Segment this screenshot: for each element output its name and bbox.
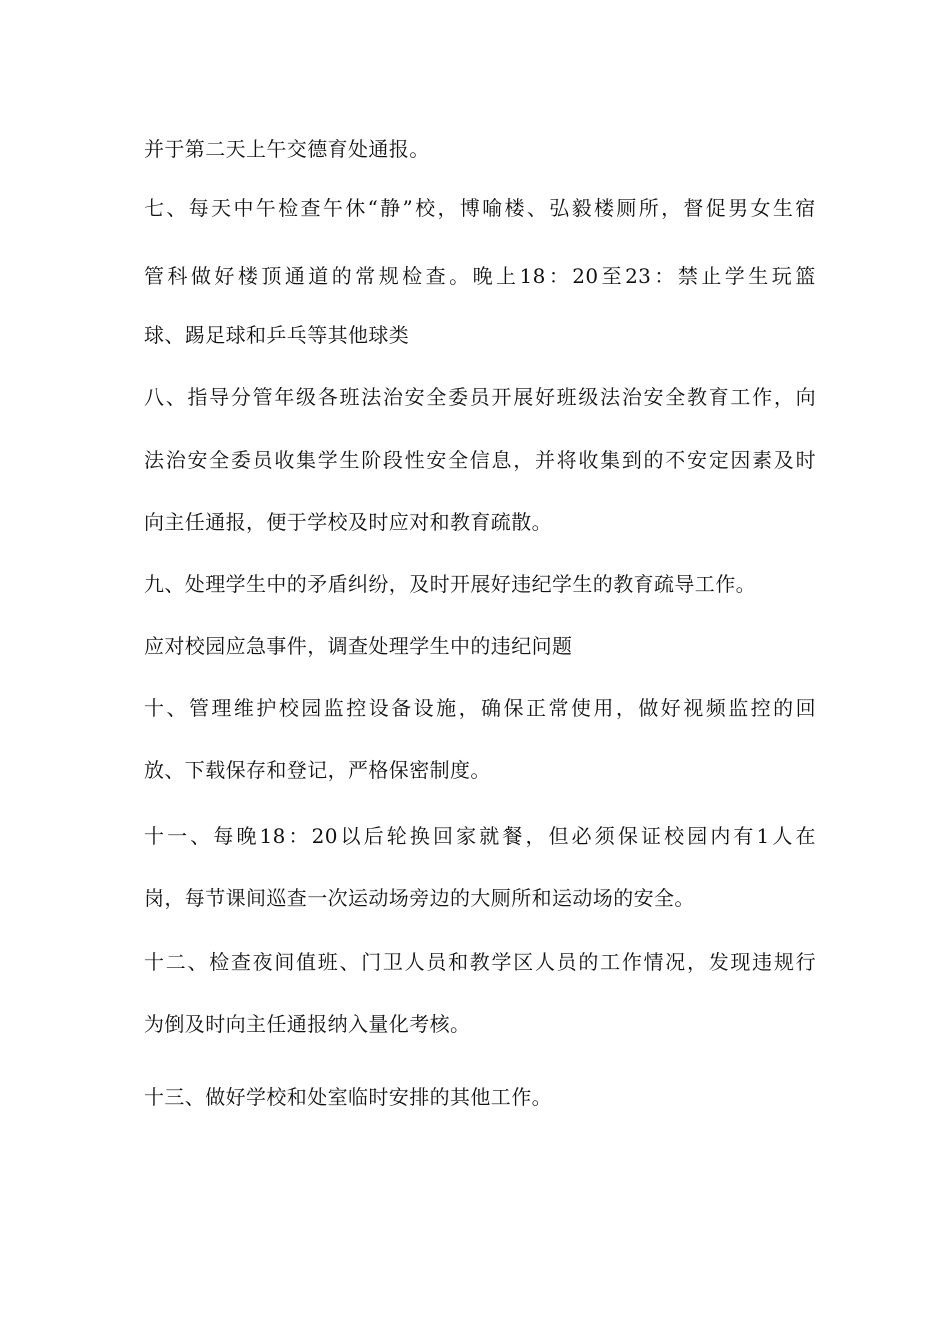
text-line: 应对校园应急事件，调查处理学生中的违纪问题 <box>144 634 573 658</box>
text-glyph: 上 <box>496 264 517 288</box>
text-line <box>144 384 816 410</box>
text-glyph: 性 <box>404 448 426 472</box>
text-glyph: 必 <box>571 824 593 848</box>
text-glyph: 玩 <box>771 264 793 288</box>
text-glyph: 门 <box>361 950 382 974</box>
text-glyph: 校 <box>278 696 300 720</box>
text-glyph: 回 <box>795 696 816 720</box>
text-glyph: 工 <box>600 950 621 974</box>
text-glyph: 法 <box>600 385 621 409</box>
text-glyph: 保 <box>617 824 639 848</box>
text-glyph: 一 <box>167 824 188 848</box>
text-glyph: ” <box>402 196 414 220</box>
text-glyph: ， <box>437 196 458 220</box>
text-line: 十三、做好学校和处室临时安排的其他工作。 <box>144 1085 552 1109</box>
text-glyph: 况 <box>665 950 686 974</box>
text-glyph: ， <box>458 696 479 720</box>
text-glyph: ： <box>654 264 675 288</box>
text-glyph: 班 <box>339 385 360 409</box>
text-glyph: 情 <box>643 950 664 974</box>
text-glyph: 育 <box>708 385 730 409</box>
text-glyph: 楼 <box>504 196 525 220</box>
text-glyph: 园 <box>687 824 708 848</box>
text-glyph: 全 <box>209 448 230 472</box>
text-line <box>144 263 816 289</box>
text-glyph: 教 <box>686 385 708 409</box>
text-glyph: 治 <box>621 385 643 409</box>
text-glyph: 管 <box>252 385 273 409</box>
text-glyph: 学 <box>724 264 746 288</box>
text-glyph: 指 <box>187 385 208 409</box>
text-glyph: 视 <box>683 696 704 720</box>
text-glyph: 午 <box>322 196 344 220</box>
text-glyph: 须 <box>594 824 616 848</box>
text-glyph: ， <box>525 824 546 848</box>
text-glyph: 工 <box>730 385 751 409</box>
text-glyph: 间 <box>274 950 295 974</box>
text-glyph: 值 <box>296 950 317 974</box>
text-glyph: 安 <box>187 448 208 472</box>
text-glyph: 展 <box>513 385 534 409</box>
text-glyph: 导 <box>209 385 230 409</box>
text-glyph: 18 <box>259 824 286 848</box>
text-glyph: 止 <box>701 264 722 288</box>
text-glyph: 天 <box>211 196 232 220</box>
text-glyph: ： <box>288 824 309 848</box>
text-line: 岗，每节课间巡查一次运动场旁边的大厕所和运动场的安全。 <box>144 886 695 910</box>
text-glyph: 学 <box>491 950 512 974</box>
text-glyph: 通 <box>284 264 306 288</box>
text-glyph: 做 <box>190 264 212 288</box>
text-glyph: 并 <box>534 448 556 472</box>
text-glyph: 信 <box>469 448 491 472</box>
text-glyph: 后 <box>363 824 385 848</box>
text-glyph: 规 <box>378 264 400 288</box>
text-glyph: 弘 <box>549 196 570 220</box>
text-glyph: 安 <box>404 385 426 409</box>
text-glyph: 禁 <box>677 264 699 288</box>
text-glyph: 20 <box>572 264 599 288</box>
text-glyph: 管 <box>188 696 210 720</box>
text-glyph: 七 <box>144 196 165 220</box>
text-glyph: 全 <box>448 448 469 472</box>
text-glyph: ， <box>686 950 708 974</box>
text-glyph: 顶 <box>261 264 282 288</box>
text-line: 为倒及时向主任通报纳入量化考核。 <box>144 1012 471 1036</box>
text-glyph: 集 <box>600 448 621 472</box>
text-glyph: 23 <box>625 264 652 288</box>
text-line: 并于第二天上午交德育处通报。 <box>144 137 430 161</box>
text-glyph: 午 <box>255 196 277 220</box>
text-glyph: 作 <box>621 950 643 974</box>
text-glyph: 检 <box>209 950 230 974</box>
text-glyph: ， <box>615 696 637 720</box>
text-glyph: 做 <box>638 696 659 720</box>
text-glyph: 喻 <box>482 196 503 220</box>
text-glyph: “ <box>367 196 379 220</box>
text-glyph: 的 <box>578 950 599 974</box>
text-glyph: 男 <box>728 196 749 220</box>
text-glyph: 人 <box>534 950 556 974</box>
text-glyph: 安 <box>426 448 447 472</box>
text-line <box>144 823 816 849</box>
text-glyph: 。 <box>449 264 470 288</box>
text-glyph: 中 <box>233 196 254 220</box>
text-glyph: 女 <box>750 196 771 220</box>
text-glyph: 规 <box>773 950 795 974</box>
text-glyph: 常 <box>548 696 569 720</box>
text-glyph: 就 <box>479 824 500 848</box>
text-glyph: 促 <box>705 196 727 220</box>
text-line <box>144 447 816 473</box>
text-glyph: 确 <box>481 696 502 720</box>
text-glyph: 区 <box>513 950 534 974</box>
text-glyph: 回 <box>433 824 454 848</box>
text-glyph: 督 <box>683 196 704 220</box>
text-glyph: 全 <box>426 385 447 409</box>
text-glyph: ， <box>513 448 534 472</box>
text-glyph: 向 <box>795 385 816 409</box>
text-glyph: 20 <box>311 824 338 848</box>
text-glyph: 和 <box>448 950 469 974</box>
text-glyph: 宿 <box>795 196 816 220</box>
text-glyph: 保 <box>503 696 524 720</box>
text-glyph: 餐 <box>502 824 523 848</box>
text-glyph: 频 <box>705 696 727 720</box>
text-glyph: 校 <box>664 824 685 848</box>
text-glyph: 法 <box>144 448 165 472</box>
text-glyph: 员 <box>426 950 447 974</box>
text-glyph: 的 <box>643 448 664 472</box>
text-glyph: 楼 <box>593 196 615 220</box>
text-glyph: 安 <box>686 448 708 472</box>
text-line: 球、踢足球和乒乓等其他球类 <box>144 323 410 347</box>
text-glyph: 委 <box>230 448 252 472</box>
text-glyph: 理 <box>211 696 232 720</box>
text-glyph: 内 <box>710 824 731 848</box>
text-glyph: 、 <box>190 824 211 848</box>
text-glyph: 开 <box>491 385 512 409</box>
text-glyph: 生 <box>772 196 794 220</box>
text-glyph: 委 <box>448 385 469 409</box>
text-glyph: 人 <box>772 824 793 848</box>
text-glyph: 安 <box>643 385 664 409</box>
text-glyph: 到 <box>621 448 643 472</box>
text-glyph: 道 <box>308 264 329 288</box>
text-glyph: 晚 <box>236 824 257 848</box>
text-glyph: 、 <box>166 696 187 720</box>
text-glyph: ， <box>773 385 795 409</box>
text-glyph: ： <box>548 264 570 288</box>
text-glyph: 员 <box>252 448 273 472</box>
text-glyph: 维 <box>233 696 255 720</box>
text-glyph: 素 <box>752 448 773 472</box>
text-glyph: 人 <box>404 950 426 974</box>
text-glyph: 及 <box>773 448 795 472</box>
text-glyph: 监 <box>728 696 749 720</box>
text-glyph: 管 <box>144 264 165 288</box>
text-glyph: 用 <box>593 696 614 720</box>
text-line <box>144 195 816 221</box>
text-glyph: 备 <box>391 696 412 720</box>
text-glyph: 篮 <box>795 264 816 288</box>
text-glyph: 有 <box>733 824 754 848</box>
text-glyph: 施 <box>436 696 457 720</box>
text-glyph: 在 <box>795 824 816 848</box>
text-glyph: 家 <box>456 824 477 848</box>
text-glyph: 收 <box>274 448 295 472</box>
text-line: 向主任通报，便于学校及时应对和教育疏散。 <box>144 510 552 534</box>
text-glyph: 段 <box>382 448 404 472</box>
text-glyph: 二 <box>165 950 187 974</box>
text-line <box>144 695 816 721</box>
text-glyph: 校 <box>415 196 436 220</box>
text-glyph: 设 <box>413 696 435 720</box>
text-glyph: 学 <box>317 448 339 472</box>
text-glyph: 检 <box>278 196 299 220</box>
text-glyph: 夜 <box>252 950 273 974</box>
text-glyph: 、 <box>187 950 208 974</box>
text-glyph: 使 <box>570 696 592 720</box>
text-glyph: 十 <box>144 824 165 848</box>
text-glyph: 班 <box>317 950 339 974</box>
text-glyph: 因 <box>730 448 751 472</box>
text-glyph: ， <box>661 196 682 220</box>
text-glyph: 科 <box>167 264 188 288</box>
text-glyph: 级 <box>578 385 599 409</box>
text-line <box>144 949 816 975</box>
text-glyph: 所 <box>638 196 660 220</box>
text-glyph: 查 <box>425 264 447 288</box>
text-glyph: 、 <box>166 196 187 220</box>
text-glyph: 集 <box>296 448 317 472</box>
text-glyph: 生 <box>748 264 769 288</box>
text-glyph: 违 <box>752 950 773 974</box>
text-glyph: 班 <box>556 385 578 409</box>
text-glyph: 十 <box>144 950 165 974</box>
text-glyph: 18 <box>519 264 546 288</box>
text-line: 放、下载保存和登记，严格保密制度。 <box>144 758 491 782</box>
text-glyph: 将 <box>556 448 578 472</box>
text-glyph: 、 <box>526 196 548 220</box>
text-glyph: 全 <box>665 385 686 409</box>
text-glyph: 查 <box>230 950 252 974</box>
text-glyph: 好 <box>534 385 556 409</box>
text-glyph: 但 <box>548 824 569 848</box>
text-glyph: 发 <box>708 950 730 974</box>
text-glyph: 毅 <box>571 196 593 220</box>
text-glyph: 监 <box>323 696 345 720</box>
text-glyph: 行 <box>795 950 816 974</box>
text-glyph: 各 <box>317 385 339 409</box>
text-glyph: 收 <box>578 448 599 472</box>
text-glyph: 阶 <box>361 448 382 472</box>
text-glyph: 控 <box>750 696 772 720</box>
text-glyph: 治 <box>165 448 187 472</box>
text-glyph: 现 <box>730 950 751 974</box>
text-glyph: 的 <box>331 264 353 288</box>
text-glyph: 以 <box>340 824 361 848</box>
text-glyph: 卫 <box>382 950 404 974</box>
text-glyph: 常 <box>355 264 376 288</box>
text-glyph: 、 <box>165 385 187 409</box>
text-glyph: 每 <box>213 824 234 848</box>
text-glyph: 员 <box>556 950 578 974</box>
text-glyph: 轮 <box>386 824 408 848</box>
text-glyph: 好 <box>214 264 235 288</box>
text-glyph: 查 <box>300 196 321 220</box>
text-glyph: 好 <box>660 696 682 720</box>
text-glyph: 正 <box>525 696 547 720</box>
text-glyph: 静 <box>380 196 401 220</box>
text-glyph: 员 <box>469 385 491 409</box>
text-glyph: 定 <box>708 448 730 472</box>
text-line: 九、处理学生中的矛盾纠纷，及时开展好违纪学生的教育疏导工作。 <box>144 572 756 596</box>
text-glyph: 控 <box>346 696 367 720</box>
text-glyph: 作 <box>752 385 773 409</box>
text-glyph: 不 <box>665 448 686 472</box>
text-glyph: 博 <box>459 196 481 220</box>
text-glyph: 晚 <box>472 264 493 288</box>
text-glyph: 护 <box>256 696 277 720</box>
text-glyph: 的 <box>773 696 794 720</box>
text-glyph: 生 <box>339 448 360 472</box>
text-glyph: 楼 <box>237 264 259 288</box>
text-glyph: 检 <box>402 264 423 288</box>
text-glyph: 园 <box>301 696 322 720</box>
text-glyph: 、 <box>339 950 360 974</box>
text-glyph: 时 <box>795 448 816 472</box>
text-glyph: 证 <box>640 824 662 848</box>
text-glyph: 十 <box>144 696 165 720</box>
text-glyph: 治 <box>382 385 404 409</box>
text-glyph: 厕 <box>616 196 637 220</box>
text-glyph: 休 <box>345 196 366 220</box>
text-glyph: 1 <box>756 824 770 848</box>
text-glyph: 八 <box>144 385 165 409</box>
text-glyph: 至 <box>601 264 622 288</box>
text-glyph: 级 <box>296 385 317 409</box>
text-glyph: 每 <box>188 196 210 220</box>
text-glyph: 年 <box>274 385 295 409</box>
text-glyph: 设 <box>368 696 390 720</box>
text-glyph: 分 <box>230 385 252 409</box>
text-glyph: 息 <box>491 448 512 472</box>
text-glyph: 换 <box>409 824 431 848</box>
text-glyph: 法 <box>361 385 382 409</box>
text-glyph: 教 <box>469 950 491 974</box>
